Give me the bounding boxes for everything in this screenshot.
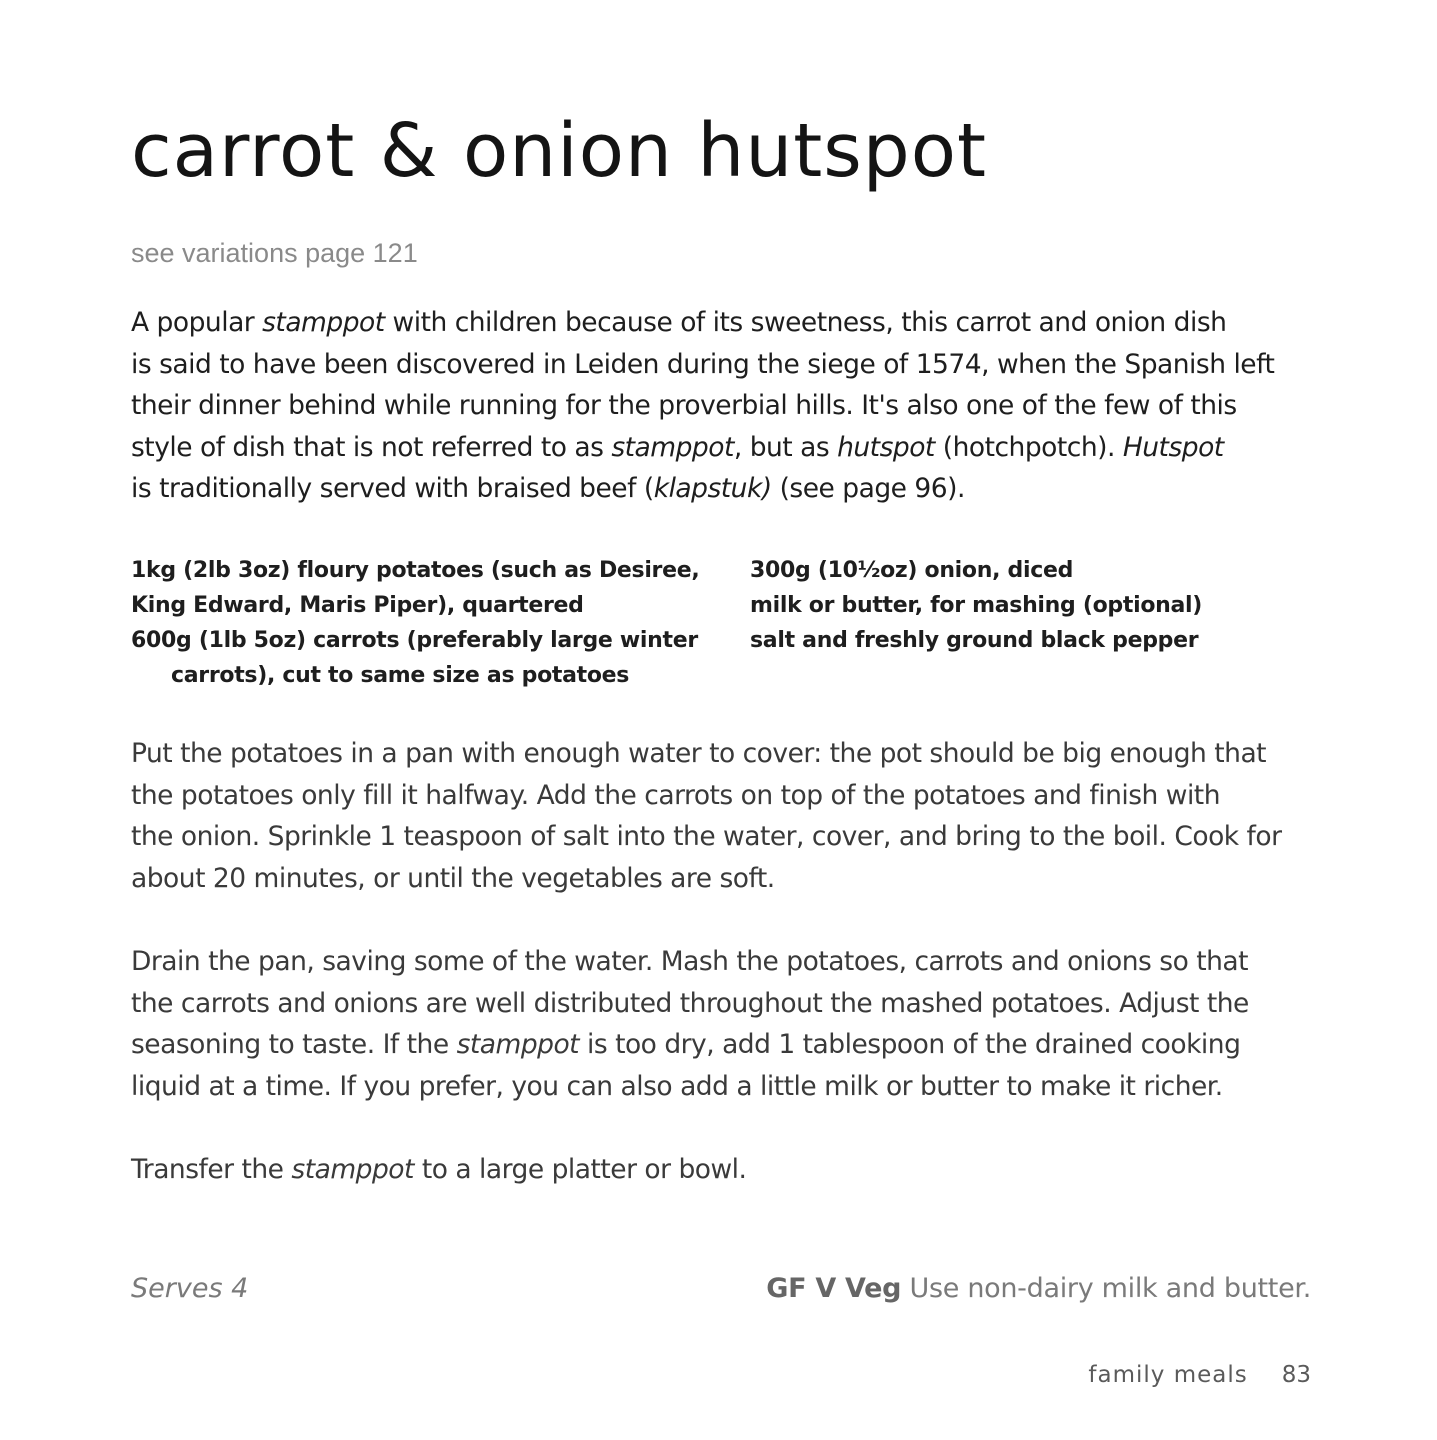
italic-term: klapstuk) xyxy=(653,473,772,504)
italic-term: stamppot xyxy=(611,431,734,463)
text-line: is traditionally served with braised beef (klapstuk) (see page 96). xyxy=(131,473,965,504)
section-name: family meals xyxy=(1088,1362,1248,1388)
diet-note: Use non-dairy milk and butter. xyxy=(901,1273,1311,1304)
see-variations-note: see variations page 121 xyxy=(131,238,418,268)
text-line: their dinner behind while running for the proverbial hills. It's also one of the few of this xyxy=(131,390,1237,421)
text-line: Put the potatoes in a pan with enough water to cover: the pot should be big enough that xyxy=(131,738,1267,769)
ingredients-list-left xyxy=(131,553,731,693)
diet-codes: GF V Veg xyxy=(766,1273,902,1304)
ingredient-item: King Edward, Maris Piper), quartered xyxy=(131,593,584,618)
recipe-intro xyxy=(131,302,1316,510)
ingredient-item: milk or butter, for mashing (optional) xyxy=(750,593,1203,618)
italic-term: stamppot xyxy=(456,1029,580,1060)
text-line: Drain the pan, saving some of the water. Mash the potatoes, carrots and onions so that xyxy=(131,946,1249,977)
dietary-info xyxy=(766,1273,1311,1304)
italic-term: Hutspot xyxy=(1122,431,1224,463)
page-footer xyxy=(1088,1362,1311,1388)
page-number: 83 xyxy=(1281,1362,1311,1388)
italic-term: stamppot xyxy=(291,1154,414,1185)
ingredients-list-right xyxy=(750,553,1310,658)
italic-term: hutspot xyxy=(837,431,935,463)
text-line: about 20 minutes, or until the vegetables are soft. xyxy=(131,862,775,894)
recipe-title: carrot & onion hutspot xyxy=(131,108,988,194)
ingredient-item: 600g (1lb 5oz) carrots (preferably large winter carrots), cut to same size as potatoes xyxy=(131,623,731,693)
text-line: liquid at a time. If you prefer, you can also add a little milk or butter to make it richer. xyxy=(131,1070,1223,1102)
method-step-3 xyxy=(131,1149,1316,1191)
text-line: is said to have been discovered in Leiden during the siege of 1574, when the Spanish left xyxy=(131,348,1275,380)
serves-count: Serves 4 xyxy=(131,1273,249,1304)
text-line: A popular stamppot with children because of its sweetness, this carrot and onion dish xyxy=(131,307,1227,338)
method-step-2 xyxy=(131,941,1316,1107)
italic-term: stamppot xyxy=(262,307,385,338)
ingredient-item: 300g (10½oz) onion, diced xyxy=(750,558,1074,583)
ingredient-continuation: carrots), cut to same size as potatoes xyxy=(171,663,630,688)
text-line: seasoning to taste. If the stamppot is too dry, add 1 tablespoon of the drained cooking xyxy=(131,1029,1241,1060)
text-line: style of dish that is not referred to as stamppot, but as hutspot (hotchpotch). Hutspot xyxy=(131,431,1224,463)
text-line: the potatoes only fill it halfway. Add the carrots on top of the potatoes and finish with xyxy=(131,779,1220,811)
ingredient-item: salt and freshly ground black pepper xyxy=(750,628,1199,653)
method-step-1 xyxy=(131,733,1316,899)
text-line: the carrots and onions are well distributed throughout the mashed potatoes. Adjust the xyxy=(131,987,1249,1019)
ingredient-item: 1kg (2lb 3oz) floury potatoes (such as Desiree, xyxy=(131,558,700,583)
text-line: Transfer the stamppot to a large platter or bowl. xyxy=(131,1154,747,1185)
recipe-page xyxy=(131,0,1311,1440)
text-line: the onion. Sprinkle 1 teaspoon of salt into the water, cover, and bring to the boil. Cook for xyxy=(131,821,1282,852)
